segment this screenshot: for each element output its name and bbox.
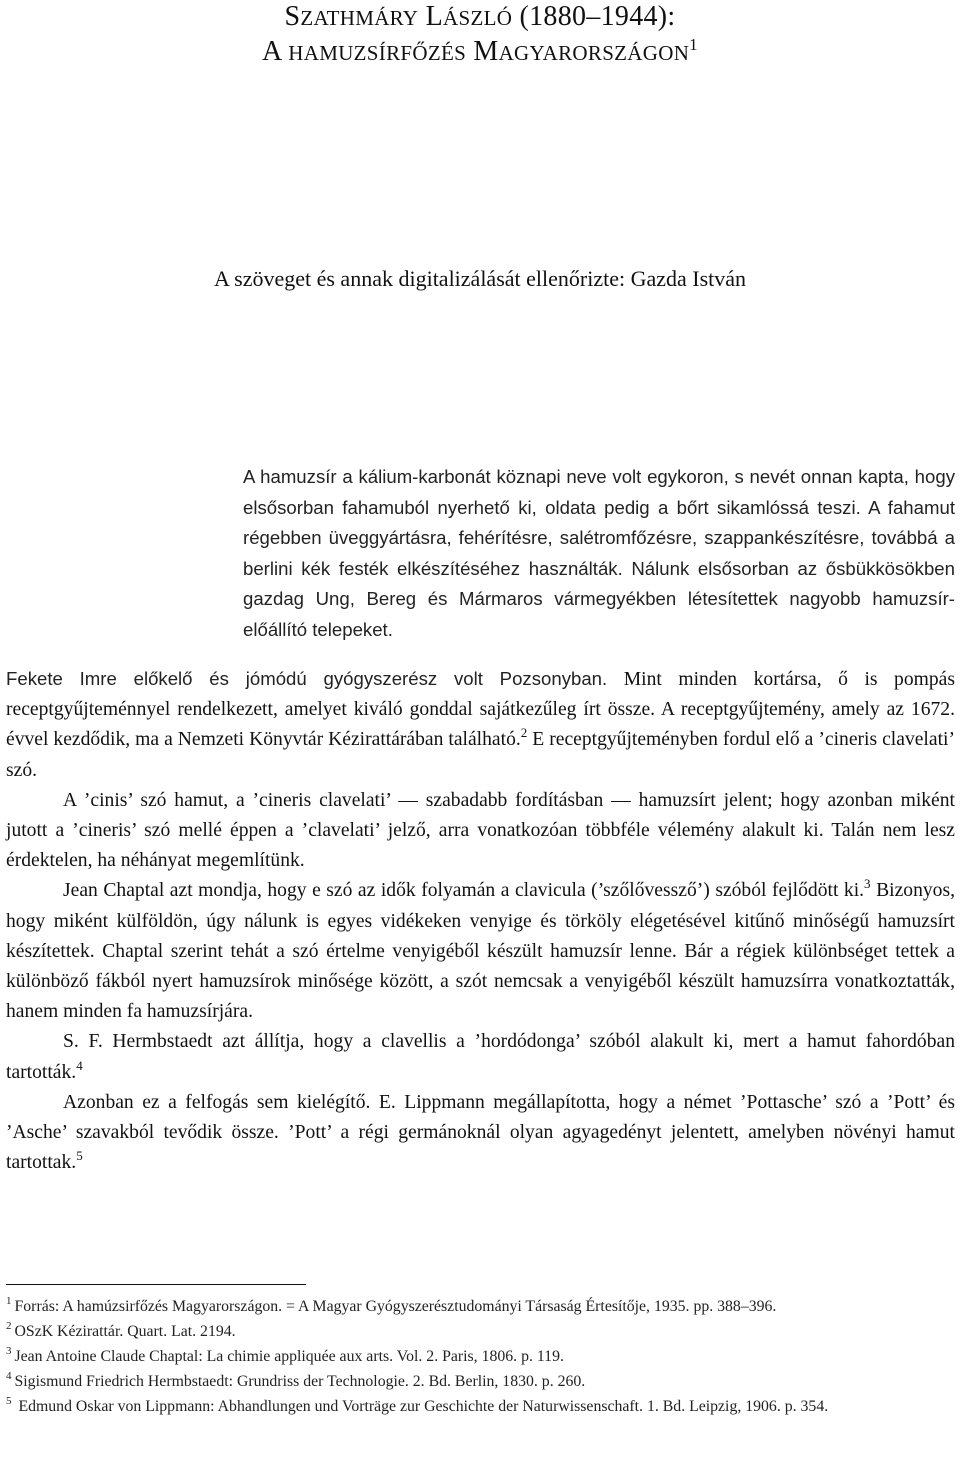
paragraph-1-text: Mint minden kortársa, ő is pompás receptgyűjteménnyel rendelkezett, amelyet kiváló gonddal sajátkezűleg írt össze. A receptgyűjtemény, amely az 1672. évvel kezdődik, ma a Nemzeti Könyvtár Kézirattárában található. xyxy=(6,669,955,751)
paragraph-2: A ’cinis’ szó hamut, a ’cineris clavelati’ — szabadabb fordításban — hamuzsírt jelent; hogy azonban miként jutott a ’cineris’ szó mellé éppen a ’clavelati’ jelző, arra vonatkozóan többféle vélemény alakult ki. Talán nem lesz érdektelen, ha néhányat megemlítünk. xyxy=(6,789,955,872)
abstract: A hamuzsír a kálium-karbonát köznapi neve volt egykoron, s nevét onnan kapta, hogy elsősorban fahamuból nyerhető ki, oldata pedig a bőrt sikamlóssá teszi. A fahamut régebben üveggyártásra, fehérítésre, salétromfőzésre, szappankészítésre, továbbá a berlini kék festék elkészítéséhez használták. Nálunk elsősorban az ősbükkösökben gazdag Ung, Bereg és Mármaros vármegyékben létesítettek nagyobb hamuzsír-előállító telepeket. xyxy=(243,466,955,640)
footnote-number: 1 xyxy=(6,1295,12,1307)
paragraph-1-end: E receptgyűjteményben fordul elő a ’cineris clavelati’ szó. xyxy=(6,729,955,781)
paragraph-5-text: Azonban ez a felfogás sem kielégítő. E. Lippmann megállapította, hogy a német ’Pottasche’ szó a ’Pott’ és ’Asche’ szavakból tevődik össze. ’Pott’ a régi germánoknál olyan agyagedényt jelentett, amelyben növényi hamut tartottak. xyxy=(6,1091,955,1174)
footnote-1 xyxy=(6,1294,955,1319)
paragraph-1 xyxy=(6,664,955,786)
footnote-text: Jean Antoine Claude Chaptal: La chimie appliquée aux arts. Vol. 2. Paris, 1806. p. 119. xyxy=(14,1348,564,1365)
title-initial-l: L xyxy=(425,1,443,32)
body-text xyxy=(6,664,955,1178)
title-given-name: ÁSZLÓ xyxy=(443,6,513,30)
title-line-2 xyxy=(180,35,780,70)
title-surname: ZATHMÁRY xyxy=(300,6,419,30)
editor-note: A szöveget és annak digitalizálását ellenőrizte: Gazda István xyxy=(213,266,747,291)
footnotes xyxy=(6,1294,955,1419)
title-subject: HAMUZSÍRFŐZÉS xyxy=(288,41,467,65)
paragraph-3-text: Bizonyos, hogy miként külföldön, úgy nálunk is egyes vidékeken venyige és törköly elégetésével kitűnő minőségű hamuzsírt készítettek. Chaptal szerint tehát a szó értelme venyigéből készült hamuzsír lenne. Bár a régiek különbséget tettek a különböző fákból nyert hamuzsírok minősége között, a szót nemcsak a venyigéből készült hamuzsírra vonatkoztatták, hanem minden fa hamuzsírjára. xyxy=(6,880,955,1023)
document-title xyxy=(180,0,780,70)
footnote-2 xyxy=(6,1319,955,1344)
footnote-text: OSzK Kézirattár. Quart. Lat. 2194. xyxy=(14,1323,236,1340)
footnote-ref-4[interactable]: 4 xyxy=(76,1057,83,1073)
title-line-1 xyxy=(180,0,780,35)
title-initial-m: M xyxy=(473,36,499,67)
title-dates: (1880–1944): xyxy=(519,1,676,32)
paragraph-4 xyxy=(6,1027,955,1087)
footnote-number: 2 xyxy=(6,1320,12,1332)
paragraph-1-lead: Fekete Imre előkelő és jómódú gyógyszerész volt Pozsonyban. xyxy=(6,668,608,689)
title-article: A xyxy=(262,36,281,67)
title-country: AGYARORSZÁGON xyxy=(498,41,690,65)
footnote-ref-5[interactable]: 5 xyxy=(76,1148,83,1164)
paragraph-5 xyxy=(6,1088,955,1179)
footnote-divider xyxy=(6,1284,306,1285)
paragraph-3 xyxy=(6,876,955,1027)
footnote-text: Edmund Oskar von Lippmann: Abhandlungen und Vorträge zur Geschichte der Naturwissenschaft. 1. Bd. Leipzig, 1906. p. 354. xyxy=(14,1398,829,1415)
footnote-ref-1[interactable]: 1 xyxy=(689,35,698,54)
footnote-text: Forrás: A hamúzsirfőzés Magyarországon. = A Magyar Gyógyszerésztudományi Társaság Értesítője, 1935. pp. 388–396. xyxy=(14,1298,777,1315)
footnote-number: 3 xyxy=(6,1345,12,1357)
footnote-number: 4 xyxy=(6,1370,12,1382)
footnote-4 xyxy=(6,1369,955,1394)
paragraph-4-text: S. F. Hermbstaedt azt állítja, hogy a clavellis a ’hordódonga’ szóból alakult ki, mert a hamut fahordóban tartották. xyxy=(6,1031,955,1083)
footnote-5 xyxy=(6,1394,955,1419)
footnote-text: Sigismund Friedrich Hermbstaedt: Grundriss der Technologie. 2. Bd. Berlin, 1830. p. 260. xyxy=(14,1373,586,1390)
title-initial-s: S xyxy=(284,1,301,32)
footnote-number: 5 xyxy=(6,1395,12,1407)
footnote-ref-2[interactable]: 2 xyxy=(520,725,528,741)
paragraph-3-lead: Jean Chaptal azt mondja, hogy e szó az idők folyamán a clavicula (’szőlővessző’) szóból fejlődött ki. xyxy=(63,880,865,902)
footnote-ref-3[interactable]: 3 xyxy=(864,876,871,892)
footnote-3 xyxy=(6,1344,955,1369)
